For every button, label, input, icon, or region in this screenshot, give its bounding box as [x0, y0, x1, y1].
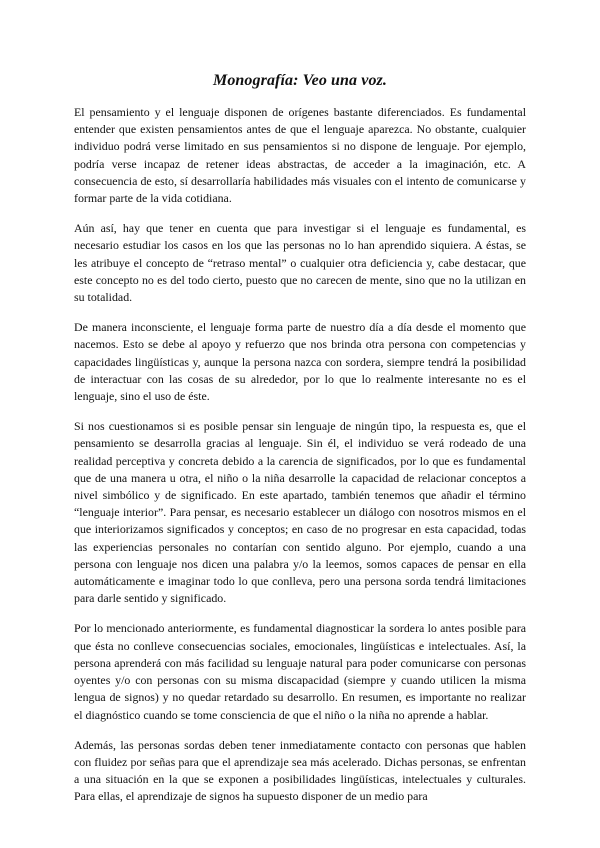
paragraph-1: El pensamiento y el lenguaje disponen de orígenes bastante diferenciados. Es fundamental entender que existen pensamientos antes de que el lenguaje aparezca. No obstante, cualquier individuo podrá verse limitado en sus pensamientos si no dispone de lenguaje. Por ejemplo, podría verse incapaz de retener ideas abstractas, de acceder a la imaginación, etc. A consecuencia de esto, sí desarrollaría habilidades más visuales con el intento de comunicarse y formar parte de la vida cotidiana. [74, 105, 526, 206]
paragraph-6: Además, las personas sordas deben tener inmediatamente contacto con personas que hablen con fluidez por señas para que el aprendizaje sea más acelerado. Dichas personas, se enfrentan a una situación en la que se exponen a posibilidades lingüísticas, intelectuales y culturales. Para ellas, el aprendizaje de signos ha supuesto disponer de un medio para [74, 737, 526, 804]
paragraph-2: Aún así, hay que tener en cuenta que para investigar si el lenguaje es fundamental, es necesario estudiar los casos en los que las personas no lo han aprendido siquiera. A éstas, se les atribuye el concepto de “retraso mental” o cualquier otra deficiencia y, cabe destacar, que este concepto no es del todo cierto, puesto que no carecen de mente, sino que no la utilizan en su totalidad. [74, 221, 526, 305]
paragraph-3: De manera inconsciente, el lenguaje forma parte de nuestro día a día desde el momento que nacemos. Esto se debe al apoyo y refuerzo que nos brinda otra persona con competencias y capacidades lingüísticas y, aunque la persona nazca con sordera, siempre tendrá la posibilidad de interactuar con las cosas de su alrededor, por lo que lo realmente interesante no es el lenguaje, sino el uso de éste. [74, 320, 526, 404]
document-page [74, 72, 526, 819]
paragraph-4: Si nos cuestionamos si es posible pensar sin lenguaje de ningún tipo, la respuesta es, que el pensamiento se desarrolla gracias al lenguaje. Sin él, el individuo se verá rodeado de una realidad perceptiva y concreta debido a la carencia de significados, por lo que es fundamental que de una manera u otra, el niño o la niña desarrolle la capacidad de relacionar conceptos a nivel simbólico y de significado. En este apartado, también tenemos que añadir el término “lenguaje interior”. Para pensar, es necesario establecer un diálogo con nosotros mismos en el que interiorizamos significados y conceptos; en caso de no progresar en esta capacidad, todas las experiencias personales no contarían con sentido alguno. Por ejemplo, cuando a una persona con lenguaje nos dicen una palabra y/o la leemos, somos capaces de pensar en ella automáticamente e imaginar todo lo que conlleva, pero una persona sorda tendrá limitaciones para darle sentido y significado. [74, 419, 526, 606]
document-title: Monografía: Veo una voz. [213, 72, 387, 89]
paragraph-5: Por lo mencionado anteriormente, es fundamental diagnosticar la sordera lo antes posible para que ésta no conlleve consecuencias sociales, emocionales, lingüísticas e intelectuales. Así, la persona aprenderá con más facilidad su lenguaje natural para poder comunicarse con personas oyentes y/o con personas con su misma discapacidad (siempre y cuando utilicen la misma lengua de signos) y no quedar retardado su desarrollo. En resumen, es importante no realizar el diagnóstico cuando se tome consciencia de que el niño o la niña no aprende a hablar. [74, 621, 526, 722]
